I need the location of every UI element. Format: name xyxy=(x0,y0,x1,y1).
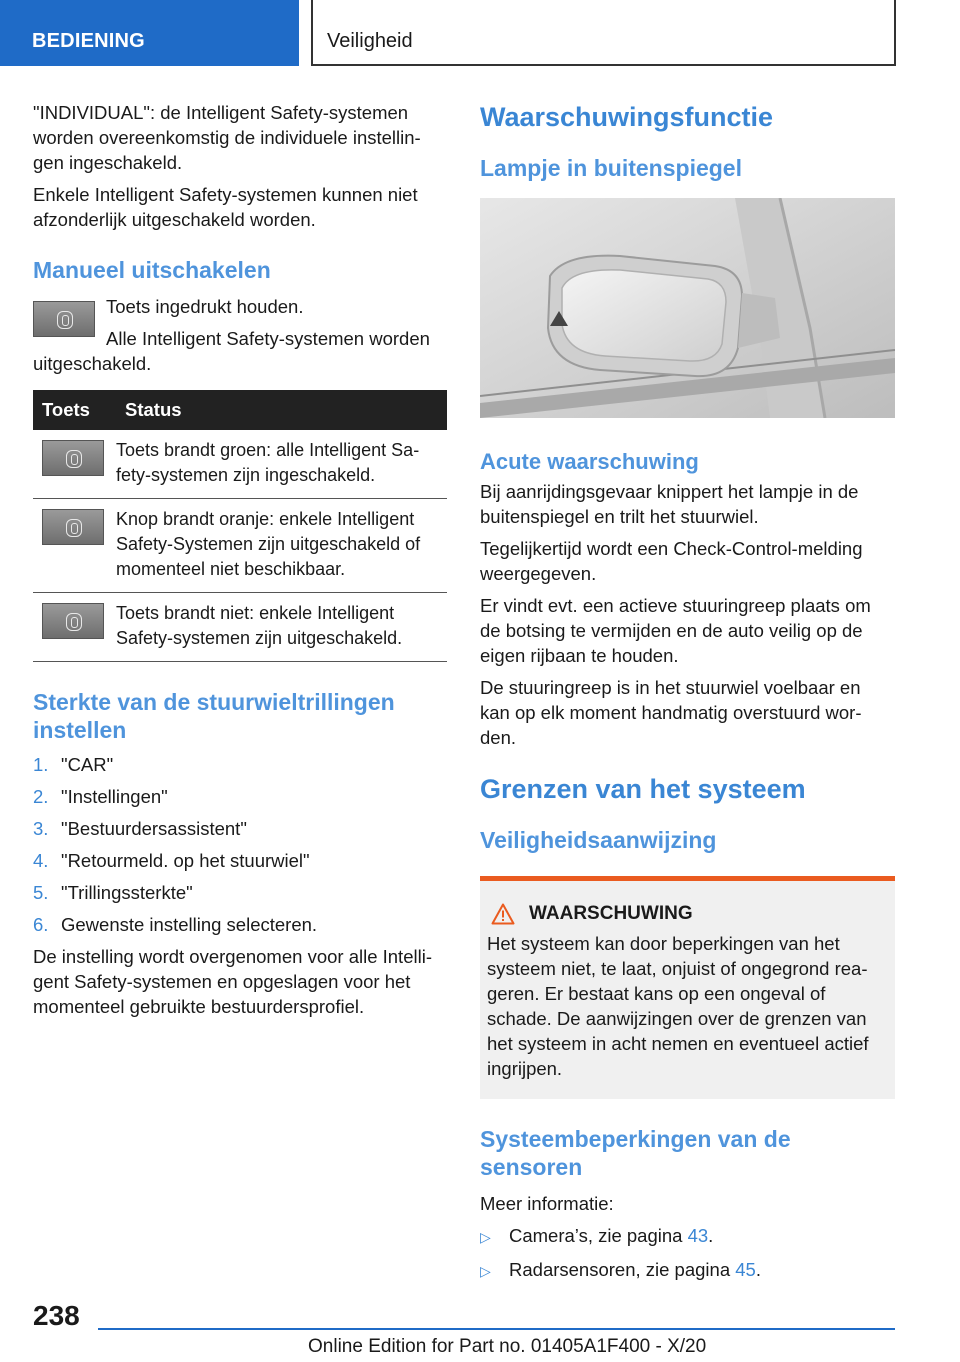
safety-button-off-icon xyxy=(42,603,104,639)
table-row xyxy=(33,593,447,662)
reference-list xyxy=(480,1223,895,1284)
table-row xyxy=(33,430,447,499)
list-item: ▷ Radarsensoren, zie pagina 45. xyxy=(480,1257,895,1284)
status-table xyxy=(33,390,447,662)
intro-paragraph: "INDIVIDUAL": de Intelligent Safety-systemen worden overeenkomstig de individuele instellin-gen ingeschakeld. xyxy=(33,102,421,173)
left-column xyxy=(33,100,447,1026)
mirror-illustration xyxy=(480,198,895,418)
warning-triangle-icon xyxy=(491,903,515,925)
steps-list xyxy=(33,752,447,937)
safety-button-green-icon xyxy=(42,440,104,476)
edition-footer: Online Edition for Part no. 01405A1F400 - X/20 xyxy=(308,1336,707,1357)
acute-paragraph: De stuuringreep is in het stuurwiel voelbaar en kan op elk moment handmatig overstuurd wor-den. xyxy=(480,677,862,748)
status-text: Toets brandt niet: enkele Intelligent Safety-systemen zijn uitgeschakeld. xyxy=(116,593,447,662)
safety-button-orange-icon xyxy=(42,509,104,545)
warning-text: Het systeem kan door beperkingen van het systeem niet, te laat, onjuist of ongegrond rea-geren. Er bestaat kans op een ongeval of schade. De aanwijzingen over de grenzen van het systeem in acht nemen en eventueel actief ingrijpen. xyxy=(487,933,869,1079)
manual-off-result: Alle Intelligent Safety-systemen worden uitgeschakeld. xyxy=(33,328,430,374)
footer-divider xyxy=(98,1328,895,1330)
table-row xyxy=(33,499,447,593)
list-item: 6. Gewenste instelling selecteren. xyxy=(33,914,318,935)
page-link-radar[interactable]: 45 xyxy=(735,1259,756,1280)
list-item: 1. "CAR" xyxy=(33,754,114,775)
page-link-cameras[interactable]: 43 xyxy=(687,1225,709,1246)
acute-paragraph: Tegelijkertijd wordt een Check-Control-melding weergegeven. xyxy=(480,538,863,584)
mirror-light-heading: Lampje in buitenspiegel xyxy=(480,155,742,181)
page-number: 238 xyxy=(33,1300,80,1331)
sensor-limits-heading: Systeembeperkingen van de sensoren xyxy=(480,1126,791,1180)
status-text: Toets brandt groen: alle Intelligent Sa-fety-systemen zijn ingeschakeld. xyxy=(116,430,447,499)
safety-button-icon xyxy=(33,301,95,337)
manual-off-heading: Manueel uitschakelen xyxy=(33,257,271,283)
manual-off-block xyxy=(33,294,447,376)
safety-notice-heading: Veiligheidsaanwijzing xyxy=(480,827,717,853)
warning-title: WAARSCHUWING xyxy=(487,903,887,925)
list-item: 2. "Instellingen" xyxy=(33,786,168,807)
more-info-label: Meer informatie: xyxy=(480,1193,614,1214)
chapter-title: Veiligheid xyxy=(311,0,896,66)
table-header-status: Status xyxy=(116,390,447,430)
section-tab: BEDIENING xyxy=(0,0,299,66)
triangle-right-icon: ▷ xyxy=(480,1229,491,1245)
list-item: 3. "Bestuurdersassistent" xyxy=(33,818,247,839)
right-column xyxy=(480,100,895,1291)
intro-paragraph-2: Enkele Intelligent Safety-systemen kunnen niet afzonderlijk uitgeschakeld worden. xyxy=(33,184,418,230)
vibration-heading: Sterkte van de stuurwieltrillingen instellen xyxy=(33,689,395,743)
list-item: 4. "Retourmeld. op het stuurwiel" xyxy=(33,850,310,871)
acute-warning-heading: Acute waarschuwing xyxy=(480,449,699,474)
outro-paragraph: De instelling wordt overgenomen voor alle Intelli-gent Safety-systemen en opgeslagen voor het momenteel gebruikte bestuurdersprofiel. xyxy=(33,946,432,1017)
acute-paragraph: Bij aanrijdingsgevaar knippert het lampje in de buitenspiegel en trilt het stuurwiel. xyxy=(480,481,859,527)
triangle-right-icon: ▷ xyxy=(480,1263,491,1279)
warning-box xyxy=(480,876,895,1099)
manual-off-instruction: Toets ingedrukt houden. xyxy=(106,296,304,317)
warning-function-heading: Waarschuwingsfunctie xyxy=(480,102,774,132)
list-item: ▷ Camera’s, zie pagina 43. xyxy=(480,1223,895,1250)
acute-paragraph: Er vindt evt. een actieve stuuringreep plaats om de botsing te vermijden en de auto veilig op de eigen rijbaan te houden. xyxy=(480,595,871,666)
status-text: Knop brandt oranje: enkele Intelligent Safety-Systemen zijn uitgeschakeld of momenteel niet beschikbaar. xyxy=(116,499,447,593)
list-item: 5. "Trillingssterkte" xyxy=(33,882,193,903)
table-header-toets: Toets xyxy=(33,390,116,430)
system-limits-heading: Grenzen van het systeem xyxy=(480,774,806,804)
